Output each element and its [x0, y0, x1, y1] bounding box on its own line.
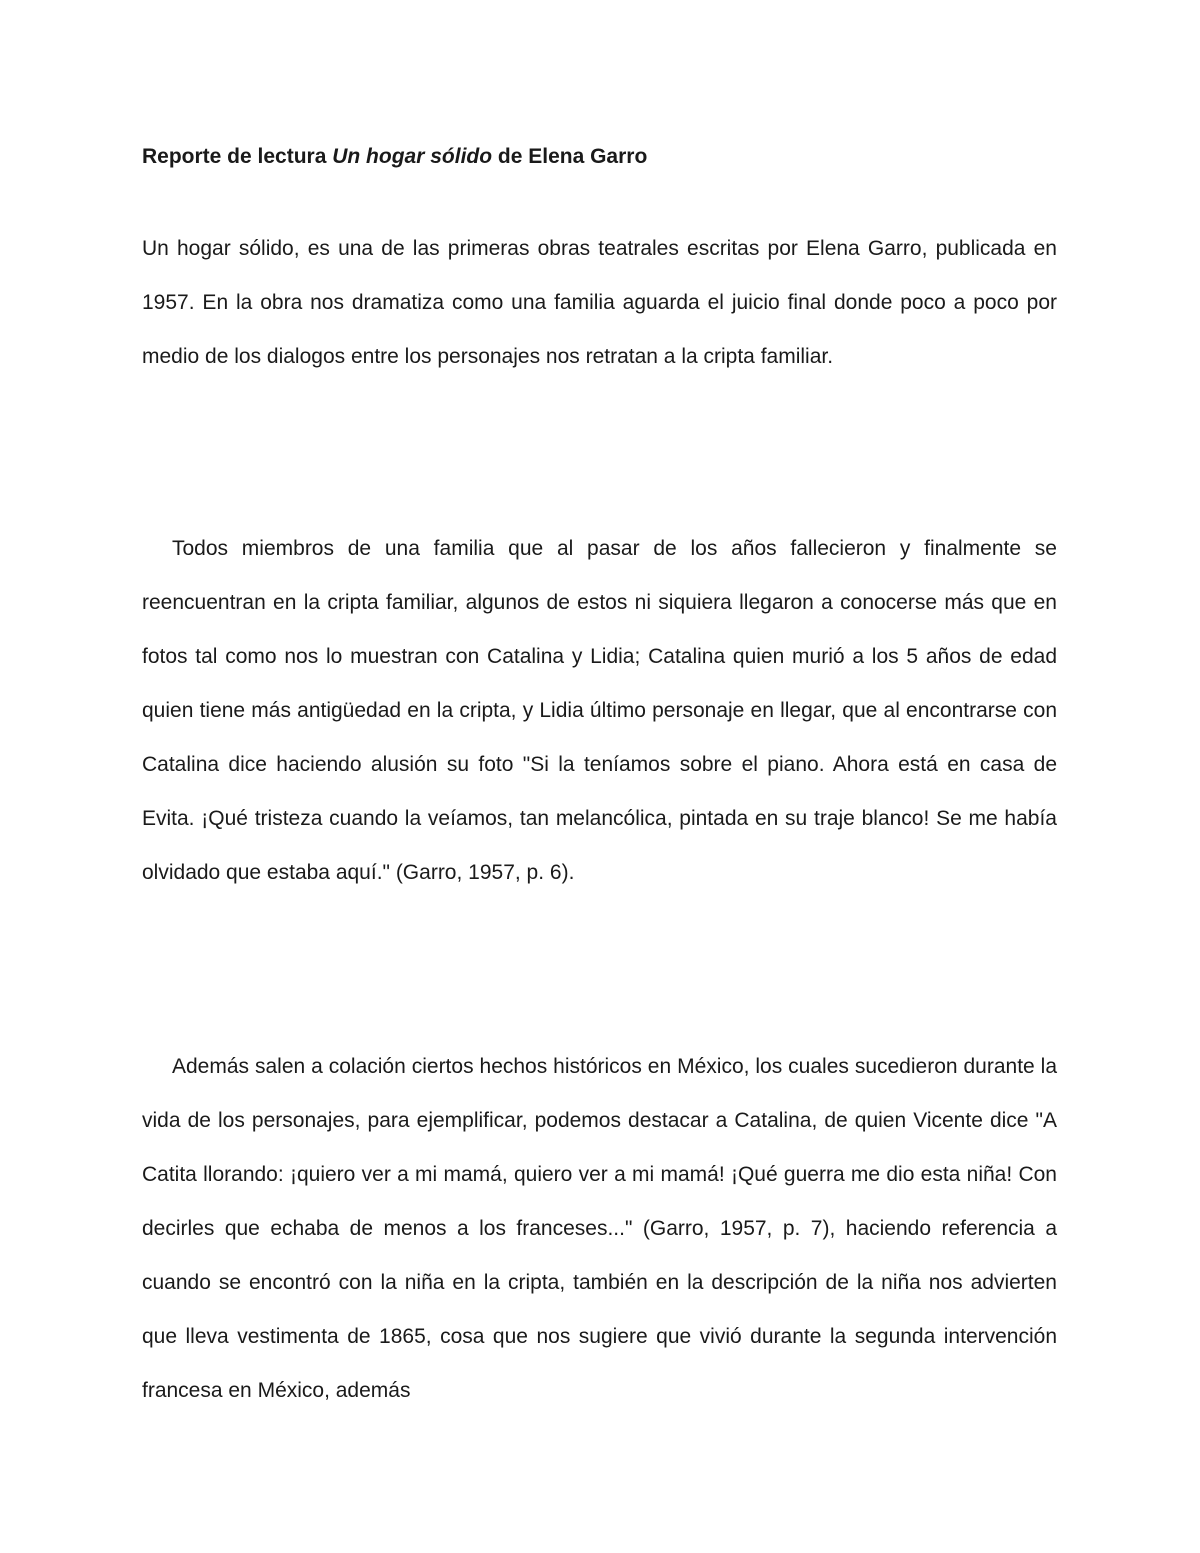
- document-title: [142, 141, 647, 173]
- paragraph-family: Todos miembros de una familia que al pasar de los años fallecieron y finalmente se reencuentran en la cripta familiar, algunos de estos ni siquiera llegaron a conocerse más que en fotos tal como nos lo muestran con Catalina y Lidia; Catalina quien murió a los 5 años de edad quien tiene más antigüedad en la cripta, y Lidia último personaje en llegar, que al encontrarse con Catalina dice haciendo alusión su foto "Si la teníamos sobre el piano. Ahora está en casa de Evita. ¡Qué tristeza cuando la veíamos, tan melancólica, pintada en su traje blanco! Se me había olvidado que estaba aquí." (Garro, 1957, p. 6).: [142, 537, 1057, 884]
- paragraph-intro: Un hogar sólido, es una de las primeras obras teatrales escritas por Elena Garro, publicada en 1957. En la obra nos dramatiza como una familia aguarda el juicio final donde poco a poco por medio de los dialogos entre los personajes nos retratan a la cripta familiar.: [142, 237, 1057, 368]
- title-work: Un hogar sólido: [332, 145, 493, 168]
- title-suffix: de Elena Garro: [492, 145, 648, 168]
- paragraph-history: Además salen a colación ciertos hechos históricos en México, los cuales sucedieron durante la vida de los personajes, para ejemplificar, podemos destacar a Catalina, de quien Vicente dice "A Catita llorando: ¡quiero ver a mi mamá, quiero ver a mi mamá! ¡Qué guerra me dio esta niña! Con decirles que echaba de menos a los franceses..." (Garro, 1957, p. 7), haciendo referencia a cuando se encontró con la niña en la cripta, también en la descripción de la niña nos advierten que lleva vestimenta de 1865, cosa que nos sugiere que vivió durante la segunda intervención francesa en México, además: [142, 1055, 1057, 1402]
- title-prefix: Reporte de lectura: [142, 145, 333, 168]
